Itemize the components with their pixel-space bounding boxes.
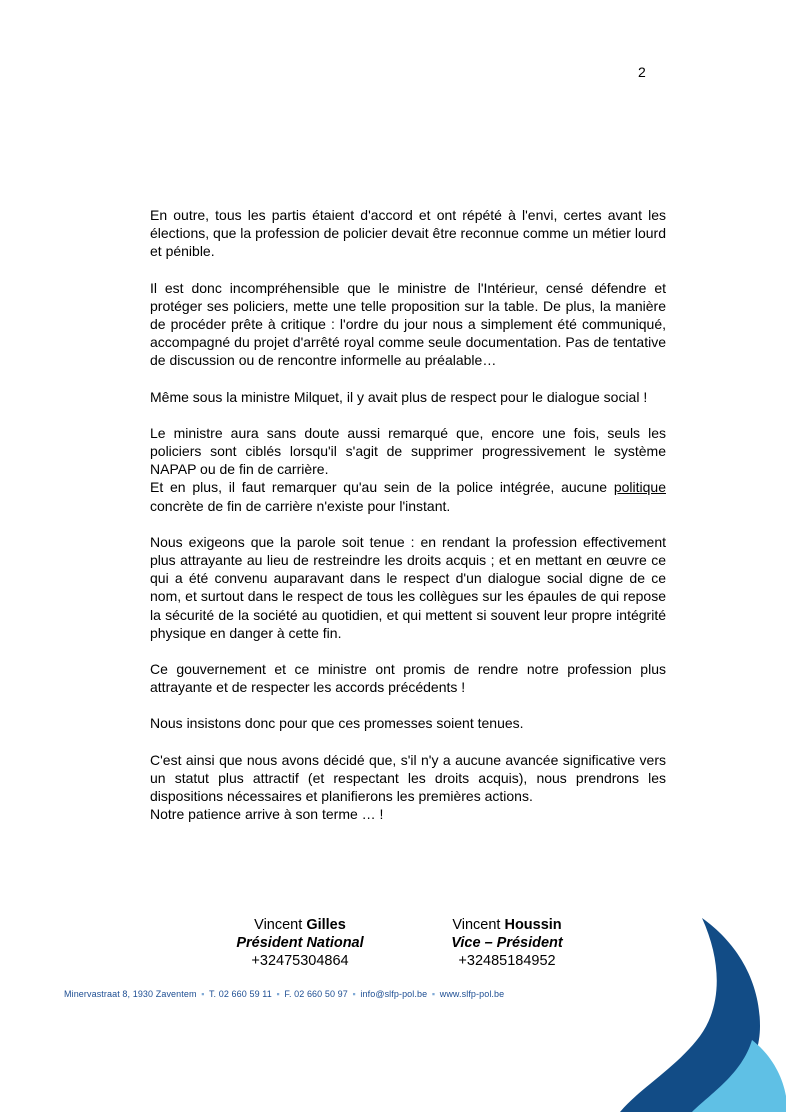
signature-block-president	[200, 916, 400, 970]
paragraph: Nous exigeons que la parole soit tenue : en rendant la profession effectivement plus attrayante au lieu de restreindre les droits acquis ; et en mettant en œuvre ce qui a été convenu auparavant dans le respect d'un dialogue social digne de ce nom, et surtout dans le respect de tous les collègues sur les épaules de qui repose la sécurité de la société au quotidien, et qui mettent si souvent leur propre intégrité physique en danger à cette fin.	[150, 533, 666, 641]
separator-icon: ▪	[201, 989, 205, 999]
footer-phone: T. 02 660 59 11	[208, 989, 272, 999]
footer-fax: F. 02 660 50 97	[284, 989, 348, 999]
page-number: 2	[638, 64, 646, 80]
paragraph: Même sous la ministre Milquet, il y avait plus de respect pour le dialogue social !	[150, 388, 648, 405]
paragraph-text: Et en plus, il faut remarquer qu'au sein de la police intégrée, aucune	[150, 479, 614, 496]
paragraph	[150, 478, 666, 514]
paragraph: Nous insistons donc pour que ces promesses soient tenues.	[150, 715, 524, 732]
letter-body	[150, 206, 666, 823]
underlined-word: politique	[613, 479, 666, 496]
paragraph: Ce gouvernement et ce ministre ont promis de rendre notre profession plus attrayante et de respecter les accords précédents !	[150, 661, 666, 696]
footer-address: Minervastraat 8, 1930 Zaventem	[64, 989, 197, 999]
signatory-role: Président National	[236, 935, 364, 951]
paragraph: En outre, tous les partis étaient d'accord et ont répété à l'envi, certes avant les élections, que la profession de policier devait être reconnue comme un métier lourd et pénible.	[150, 207, 666, 260]
paragraph: Le ministre aura sans doute aussi remarqué que, encore une fois, seuls les policiers sont ciblés lorsqu'il s'agit de supprimer progressivement le système NAPAP ou de fin de carrière.	[150, 424, 666, 478]
signatory-role: Vice – Président	[451, 935, 563, 951]
separator-icon: ▪	[431, 989, 436, 999]
signatory-name: Vincent Gilles	[254, 917, 346, 933]
signatory-name: Vincent Houssin	[452, 917, 562, 933]
signatory-phone: +32485184952	[458, 953, 556, 969]
paragraph-text: concrète de fin de carrière n'existe pour l'instant.	[150, 497, 451, 514]
footer-contact	[64, 989, 504, 999]
signatory-phone: +32475304864	[251, 953, 349, 969]
flame-logo-icon	[610, 918, 786, 1112]
paragraph: C'est ainsi que nous avons décidé que, s'il n'y a aucune avancée significative vers un statut plus attractif (et respectant les droits acquis), nous prendrons les dispositions nécessaires et planifierons les premières actions.	[150, 751, 666, 805]
paragraph: Il est donc incompréhensible que le ministre de l'Intérieur, censé défendre et protéger ses policiers, mette une telle proposition sur la table. De plus, la manière de procéder prête à critique : l'ordre du jour nous a simplement été communiqué, accompagné du projet d'arrêté royal comme seule documentation. Pas de tentative de discussion ou de rencontre informelle au préalable…	[150, 279, 666, 369]
footer-email[interactable]: info@slfp-pol.be	[360, 989, 428, 999]
paragraph: Notre patience arrive à son terme … !	[150, 806, 384, 823]
signature-block-vice-president	[407, 916, 607, 970]
footer-website[interactable]: www.slfp-pol.be	[439, 989, 505, 999]
separator-icon: ▪	[276, 989, 280, 999]
separator-icon: ▪	[352, 989, 356, 999]
